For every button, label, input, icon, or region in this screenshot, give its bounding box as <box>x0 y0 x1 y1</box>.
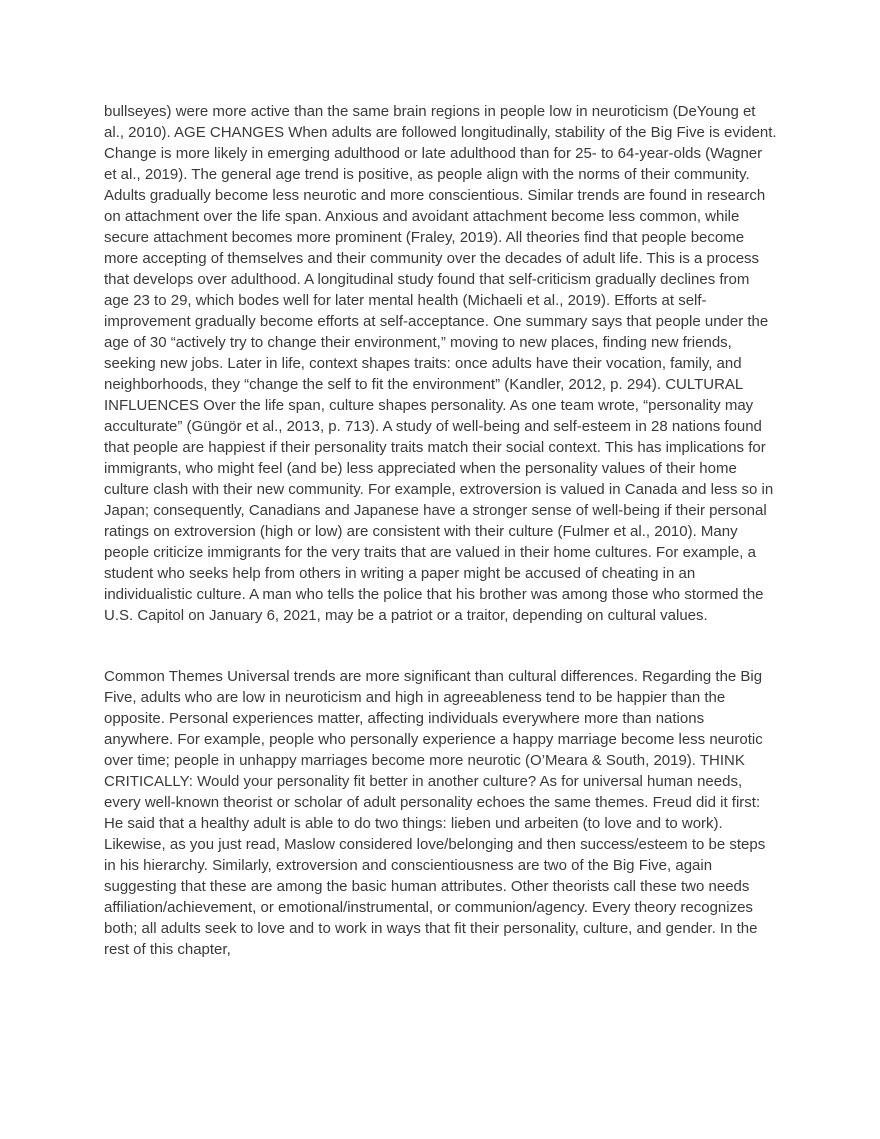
paragraph-common-themes: Common Themes Universal trends are more significant than cultural differences. Regarding the Big Five, adults who are low in neuroticism and high in agreeableness tend to be happier than the opposite. Personal experiences matter, affecting individuals everywhere more than nations anywhere. For example, people who personally experience a happy marriage become less neurotic over time; people in unhappy marriages become more neurotic (O’Meara & South, 2019). THINK CRITICALLY: Would your personality fit better in another culture? As for universal human needs, every well-known theorist or scholar of adult personality echoes the same themes. Freud did it first: He said that a healthy adult is able to do two things: lieben und arbeiten (to love and to work). Likewise, as you just read, Maslow considered love/belonging and then success/esteem to be steps in his hierarchy. Similarly, extroversion and conscientiousness are two of the Big Five, again suggesting that these are among the basic human attributes. Other theorists call these two needs affiliation/achievement, or emotional/instrumental, or communion/agency. Every theory recognizes both; all adults seek to love and to work in ways that fit their personality, culture, and gender. In the rest of this chapter, <box>104 668 766 958</box>
text-block <box>104 101 777 960</box>
paragraph-age-changes-cultural-influences: bullseyes) were more active than the same brain regions in people low in neuroticism (DeYoung et al., 2010). AGE CHANGES When adults are followed longitudinally, stability of the Big Five is evident. Change is more likely in emerging adulthood or late adulthood than for 25- to 64-year-olds (Wagner et al., 2019). The general age trend is positive, as people align with the norms of their community. Adults gradually become less neurotic and more conscientious. Similar trends are found in research on attachment over the life span. Anxious and avoidant attachment become less common, while secure attachment becomes more prominent (Fraley, 2019). All theories find that people become more accepting of themselves and their community over the decades of adult life. This is a process that develops over adulthood. A longitudinal study found that self-criticism gradually declines from age 23 to 29, which bodes well for later mental health (Michaeli et al., 2019). Efforts at self-improvement gradually become efforts at self-acceptance. One summary says that people under the age of 30 “actively try to change their environment,” moving to new places, finding new friends, seeking new jobs. Later in life, context shapes traits: once adults have their vocation, family, and neighborhoods, they “change the self to fit the environment” (Kandler, 2012, p. 294). CULTURAL INFLUENCES Over the life span, culture shapes personality. As one team wrote, “personality may acculturate” (Güngör et al., 2013, p. 713). A study of well-being and self-esteem in 28 nations found that people are happiest if their personality traits match their social context. This has implications for immigrants, who might feel (and be) less appreciated when the personality values of their home culture clash with their new community. For example, extroversion is valued in Canada and less so in Japan; consequently, Canadians and Japanese have a stronger sense of well-being if their personal ratings on extroversion (high or low) are consistent with their culture (Fulmer et al., 2010). Many people criticize immigrants for the very traits that are valued in their home cultures. For example, a student who seeks help from others in writing a paper might be accused of cheating in an individualistic culture. A man who tells the police that his brother was among those who stormed the U.S. Capitol on January 6, 2021, may be a patriot or a traitor, depending on cultural values. <box>104 103 777 624</box>
